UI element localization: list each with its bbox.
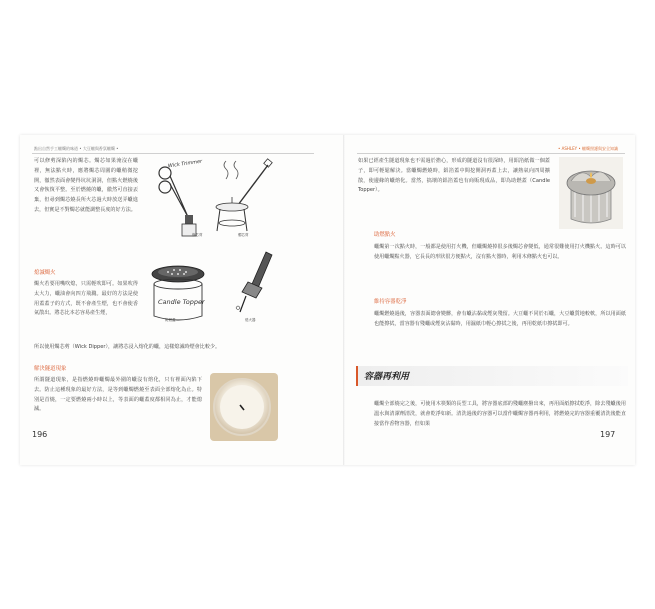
right-section2-text: 蠟燭燃燒過後，容器表面總會變髒，會有蠟沾黏或煙灰殘留。大豆蠟不同於石蠟，大豆蠟質地較軟，所以用面紙也能擦拭，當容器有殘蠟或煙灰沾黏時，用濕紙巾輕心擦拭之後，再用乾紙巾擦拭即可。 <box>374 311 626 327</box>
wick-trimmer-script: Wick Trimmer <box>167 158 203 170</box>
candle-topper-illustration <box>146 260 210 324</box>
candle-topper-script: Candle Topper <box>158 298 205 306</box>
right-header-rule <box>357 153 625 154</box>
candle-topper-photo <box>559 157 623 229</box>
right-section2-title: 維持容器乾淨 <box>374 299 407 305</box>
right-running-head: • ASHLEY • 蠟燭照護與安全知識 <box>558 146 619 151</box>
right-section3-text: 蠟燭全部燒完之後，可使用木筷類的長型工具，將容器底部的殘蠟塵撥出來，再用面紙擦拭乾淨，除去殘蠟後用溫水與清潔劑清洗，就會乾淨如新。清洗過後的容器可以當作蠟燭容器再利用，將燃燒完的容器重覆清洗後能直接當作香物容器，但如果 <box>374 401 626 427</box>
left-section1-title: 熄滅燭火 <box>34 270 56 276</box>
wick-trimmer-label: 修芯剪 <box>192 233 203 237</box>
left-section2-title: 解決隧道現象 <box>34 366 67 372</box>
left-section1-text: 燭火若要用嘴吹熄，只需輕吹即可。如果吹得太大力，蠟油會向四方飛濺。最好的方法是使用蓋蓋子的方式，既不會產生煙，也不會使香氣散出。將芯比本芯容易產生煙， <box>34 281 138 317</box>
book-gutter <box>343 135 345 465</box>
right-section1-text: 蠟燭第一次點火時，一般都是使用打火機，但蠟燭燒掉很多後燭芯會變低，通常很難使用打火機點火。這時可以使用蠟燭點火器，它長長的形狀很方便點火，沒有點火器時，利用木條點火也可以。 <box>374 244 626 260</box>
left-header-rule <box>32 153 314 154</box>
right-section3-title: 容器再利用 <box>364 372 410 382</box>
right-section3-bar <box>356 366 628 386</box>
right-top-text: 如果已經產生隧道現象也不需過於擔心，形成的隧道沒有很深時，用鋁箔紙做一個蓋子，即可輕鬆解決。當蠟燭燃燒時，鋁箔蓋中間挖開洞再蓋上去，讓熱氣向四周擴散，使邊緣的蠟熔化。當然，搞壞的鋁箔蓋也有商販現成品，即為助燃蓋（Candle Topper）。 <box>358 158 550 194</box>
left-intro-text: 可以修剪深陷內的燭芯。燭芯如果淹沒在蠟裡，無法點火時，應將燭芯周圍的蠟稍微挖開，徹然表面會變得坑坑洞洞，但點火燃燒後又會恢復平整。至於燃燒的蠟，徹然可直接丟棄，但尋到燭芯燒長所火芯過大時放送弄蠟進去，但實是不對燭芯就能調整長度的好方法。 <box>34 158 138 213</box>
candle-photo <box>210 373 278 441</box>
wick-trimmer-illustration <box>148 157 203 239</box>
snuffer-illustration <box>220 246 276 318</box>
left-page-number: 196 <box>32 430 48 439</box>
left-running-head: 點出自然手工蠟燭的味道 • 大豆蠟與香氛蠟燭 • <box>34 146 119 151</box>
wick-dipper-illustration <box>212 157 276 239</box>
right-page-number: 197 <box>600 430 616 439</box>
candle-topper-label: 防燃蓋 <box>165 318 176 322</box>
left-section1-text-full: 所以使用燭芯剪（Wick Dipper），讓將芯浸入熔化的蠟，這樣熄滅時煙會比較少。 <box>34 344 221 350</box>
right-section1-title: 助燃點火 <box>374 232 396 238</box>
left-section2-text: 所謂隧道現象，是指燃燒時蠟燭最外圍的蠟沒有熔化，只有裡面內陷下去。防止這種現象的最好方法，是等到蠟燭燃燒至表面全部熔化為止。特別是首燒，一定要燃燒兩小時以上，等表面的蠟蓋度都相同為止，才能熄滅。 <box>34 377 202 413</box>
wick-dipper-label: 燭芯剪 <box>238 233 249 237</box>
snuffer-label: 熄火器 <box>245 318 256 322</box>
